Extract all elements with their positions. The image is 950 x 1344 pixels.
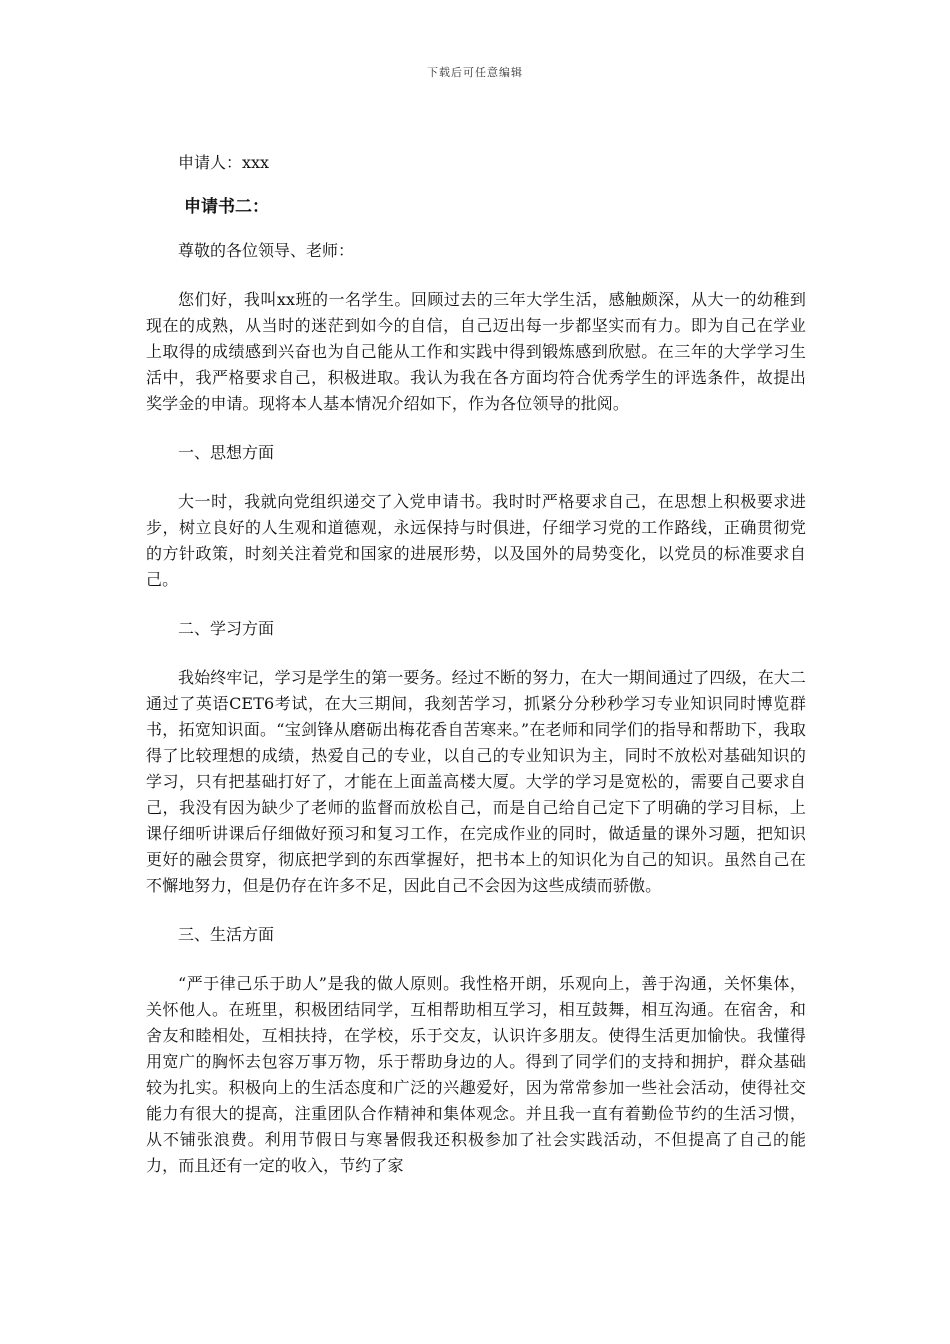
section-heading-thought: 一、思想方面 [178, 443, 275, 462]
section-heading-study: 二、学习方面 [178, 619, 275, 638]
applicant-line: 申请人：xxx [178, 153, 270, 172]
salutation: 尊敬的各位领导、老师： [178, 241, 355, 260]
section-heading-life: 三、生活方面 [178, 925, 275, 944]
section-paragraph-study: 我始终牢记，学习是学生的第一要务。经过不断的努力，在大一期间通过了四级，在大二通过了英语CET6考试，在大三期间，我刻苦学习，抓紧分分秒秒学习专业知识同时博览群书，拓宽知识面。“宝剑锋从磨砺出梅花香自苦寒来。”在老师和同学们的指导和帮助下，我取得了比较理想的成绩，热爱自己的专业，以自己的专业知识为主，同时不放松对基础知识的学习，只有把基础打好了，才能在上面盖高楼大厦。大学的学习是宽松的，需要自己要求自己，我没有因为缺少了老师的监督而放松自己，而是自己给自己定下了明确的学习目标，上课仔细听讲课后仔细做好预习和复习工作，在完成作业的同时，做适量的课外习题，把知识更好的融会贯穿，彻底把学到的东西掌握好，把书本上的知识化为自己的知识。虽然自己在不懈地努力，但是仍存在许多不足，因此自己不会因为这些成绩而骄傲。 [146, 668, 806, 895]
section-title: 申请书二： [184, 197, 269, 217]
section-paragraph-life: “严于律己乐于助人”是我的做人原则。我性格开朗，乐观向上，善于沟通，关怀集体，关怀他人。在班里，积极团结同学，互相帮助相互学习，相互鼓舞，相互沟通。在宿舍，和舍友和睦相处，互相扶持，在学校，乐于交友，认识许多朋友。使得生活更加愉快。我懂得用宽广的胸怀去包容万事万物，乐于帮助身边的人。得到了同学们的支持和拥护，群众基础较为扎实。积极向上的生活态度和广泛的兴趣爱好，因为常常参加一些社会活动，使得社交能力有很大的提高，注重团队合作精神和集体观念。并且我一直有着勤俭节约的生活习惯，从不铺张浪费。利用节假日与寒暑假我还积极参加了社会实践活动，不但提高了自己的能力，而且还有一定的收入，节约了家 [146, 974, 806, 1175]
intro-paragraph: 您们好，我叫xx班的一名学生。回顾过去的三年大学生活，感触颇深，从大一的幼稚到现在的成熟，从当时的迷茫到如今的自信，自己迈出每一步都坚实而有力。即为自己在学业上取得的成绩感到兴奋也为自己能从工作和实践中得到锻炼感到欣慰。在三年的大学学习生活中，我严格要求自己，积极进取。我认为我在各方面均符合优秀学生的评选条件，故提出奖学金的申请。现将本人基本情况介绍如下，作为各位领导的批阅。 [146, 290, 806, 413]
header-note: 下载后可任意编辑 [427, 66, 523, 79]
document-body [146, 150, 806, 1179]
section-paragraph-thought: 大一时，我就向党组织递交了入党申请书。我时时严格要求自己，在思想上积极要求进步，树立良好的人生观和道德观，永远保持与时俱进，仔细学习党的工作路线，正确贯彻党的方针政策，时刻关注着党和国家的进展形势，以及国外的局势变化，以党员的标准要求自己。 [146, 492, 806, 589]
